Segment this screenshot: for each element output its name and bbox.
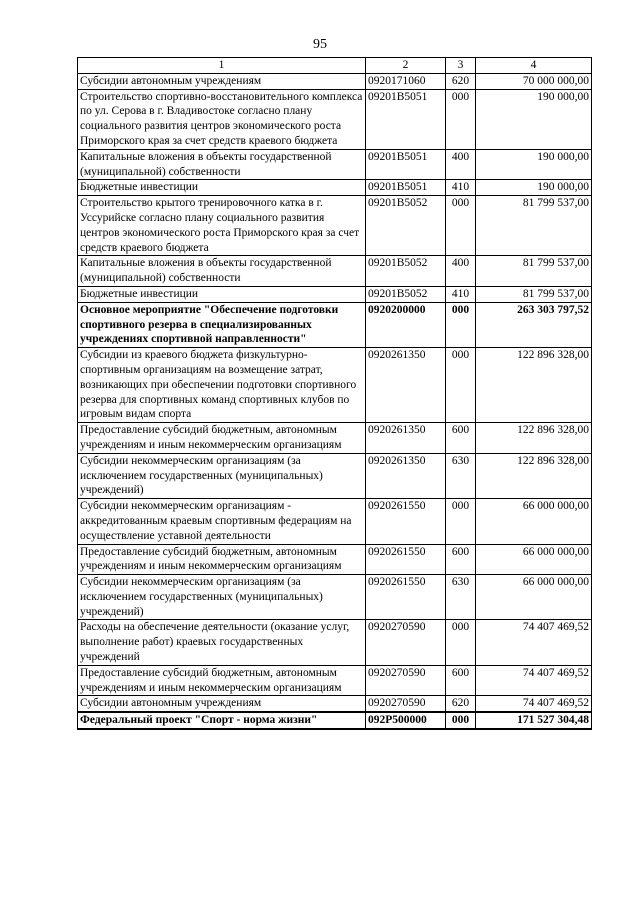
table-row (78, 544, 592, 575)
budget-table (77, 57, 592, 730)
row-amount-cell: 66 000 000,00 (476, 575, 592, 620)
row-vr-cell: 000 (446, 499, 476, 544)
row-name-cell: Субсидии некоммерческим организациям (за исключением государственных (муниципальных) учреждений) (78, 453, 366, 498)
table-row (78, 73, 592, 89)
row-amount-cell: 122 896 328,00 (476, 453, 592, 498)
row-vr-cell: 600 (446, 544, 476, 575)
header-col-name: 1 (78, 58, 366, 74)
table-row (78, 620, 592, 665)
row-name-cell: Субсидии автономным учреждениям (78, 696, 366, 712)
row-name-cell: Строительство спортивно-восстановительного комплекса по ул. Серова в г. Владивостоке согласно плану социального развития центров экономического роста Приморского края за счет средств краевого бюджета (78, 89, 366, 149)
row-name-cell: Капитальные вложения в объекты государственной (муниципальной) собственности (78, 256, 366, 287)
row-code-cell: 0920270590 (366, 696, 446, 712)
table-row (78, 89, 592, 149)
table-body (78, 73, 592, 729)
row-code-cell: 09201В5052 (366, 256, 446, 287)
table-row (78, 348, 592, 423)
row-vr-cell: 620 (446, 73, 476, 89)
row-vr-cell: 000 (446, 620, 476, 665)
header-col-code: 2 (366, 58, 446, 74)
row-amount-cell: 74 407 469,52 (476, 696, 592, 712)
row-name-cell: Предоставление субсидий бюджетным, автономным учреждениям и иным некоммерческим организациям (78, 544, 366, 575)
table-row (78, 712, 592, 729)
table-row (78, 575, 592, 620)
row-amount-cell: 122 896 328,00 (476, 348, 592, 423)
row-name-cell: Основное мероприятие "Обеспечение подготовки спортивного резерва в специализированных учреждениях спортивной направленности" (78, 302, 366, 347)
table-row (78, 196, 592, 256)
header-col-vr: 3 (446, 58, 476, 74)
row-code-cell: 0920261550 (366, 544, 446, 575)
row-amount-cell: 81 799 537,00 (476, 286, 592, 302)
row-code-cell: 0920270590 (366, 620, 446, 665)
row-code-cell: 09201В5051 (366, 180, 446, 196)
row-name-cell: Строительство крытого тренировочного катка в г. Уссурийске согласно плану социального развития центров экономического роста Приморского края за счет средств краевого бюджета (78, 196, 366, 256)
row-name-cell: Капитальные вложения в объекты государственной (муниципальной) собственности (78, 149, 366, 180)
table-row (78, 423, 592, 454)
row-amount-cell: 74 407 469,52 (476, 620, 592, 665)
row-code-cell: 0920270590 (366, 665, 446, 696)
header-col-amount: 4 (476, 58, 592, 74)
row-amount-cell: 190 000,00 (476, 89, 592, 149)
row-code-cell: 09201В5052 (366, 286, 446, 302)
row-vr-cell: 000 (446, 196, 476, 256)
page-number: 95 (313, 37, 327, 52)
row-code-cell: 092Р500000 (366, 712, 446, 729)
row-code-cell: 09201В5052 (366, 196, 446, 256)
row-name-cell: Субсидии автономным учреждениям (78, 73, 366, 89)
row-vr-cell: 410 (446, 180, 476, 196)
row-name-cell: Субсидии из краевого бюджета физкультурно-спортивным организациям на возмещение затрат, возникающих при обеспечении подготовки спортивного резерва для спортивных команд спортивных клубов по игровым видам спорта (78, 348, 366, 423)
row-vr-cell: 630 (446, 453, 476, 498)
table-row (78, 696, 592, 712)
row-vr-cell: 600 (446, 423, 476, 454)
row-name-cell: Предоставление субсидий бюджетным, автономным учреждениям и иным некоммерческим организациям (78, 665, 366, 696)
row-vr-cell: 000 (446, 89, 476, 149)
row-amount-cell: 122 896 328,00 (476, 423, 592, 454)
row-vr-cell: 000 (446, 712, 476, 729)
row-name-cell: Субсидии некоммерческим организациям (за исключением государственных (муниципальных) учреждений) (78, 575, 366, 620)
table-row (78, 256, 592, 287)
row-name-cell: Субсидии некоммерческим организациям - аккредитованным краевым спортивным федерациям на осуществление уставной деятельности (78, 499, 366, 544)
row-code-cell: 09201В5051 (366, 149, 446, 180)
row-vr-cell: 000 (446, 348, 476, 423)
table-row (78, 665, 592, 696)
row-amount-cell: 171 527 304,48 (476, 712, 592, 729)
row-amount-cell: 263 303 797,52 (476, 302, 592, 347)
row-vr-cell: 000 (446, 302, 476, 347)
row-code-cell: 0920261350 (366, 423, 446, 454)
row-vr-cell: 410 (446, 286, 476, 302)
row-amount-cell: 74 407 469,52 (476, 665, 592, 696)
row-vr-cell: 620 (446, 696, 476, 712)
row-amount-cell: 81 799 537,00 (476, 196, 592, 256)
row-vr-cell: 400 (446, 149, 476, 180)
row-vr-cell: 630 (446, 575, 476, 620)
row-amount-cell: 81 799 537,00 (476, 256, 592, 287)
row-code-cell: 0920261350 (366, 453, 446, 498)
row-name-cell: Бюджетные инвестиции (78, 286, 366, 302)
row-name-cell: Федеральный проект "Спорт - норма жизни" (78, 712, 366, 729)
row-code-cell: 09201В5051 (366, 89, 446, 149)
row-amount-cell: 66 000 000,00 (476, 499, 592, 544)
row-amount-cell: 70 000 000,00 (476, 73, 592, 89)
table-row (78, 286, 592, 302)
row-name-cell: Предоставление субсидий бюджетным, автономным учреждениям и иным некоммерческим организациям (78, 423, 366, 454)
row-code-cell: 0920200000 (366, 302, 446, 347)
table-row (78, 499, 592, 544)
table-row (78, 302, 592, 347)
row-code-cell: 0920261550 (366, 499, 446, 544)
table-row (78, 149, 592, 180)
row-name-cell: Расходы на обеспечение деятельности (оказание услуг, выполнение работ) краевых государственных учреждений (78, 620, 366, 665)
table-row (78, 180, 592, 196)
row-vr-cell: 600 (446, 665, 476, 696)
row-vr-cell: 400 (446, 256, 476, 287)
row-amount-cell: 66 000 000,00 (476, 544, 592, 575)
table-row (78, 453, 592, 498)
row-amount-cell: 190 000,00 (476, 149, 592, 180)
row-name-cell: Бюджетные инвестиции (78, 180, 366, 196)
row-code-cell: 0920261350 (366, 348, 446, 423)
row-amount-cell: 190 000,00 (476, 180, 592, 196)
table-header-row (78, 58, 592, 74)
row-code-cell: 0920261550 (366, 575, 446, 620)
row-code-cell: 0920171060 (366, 73, 446, 89)
